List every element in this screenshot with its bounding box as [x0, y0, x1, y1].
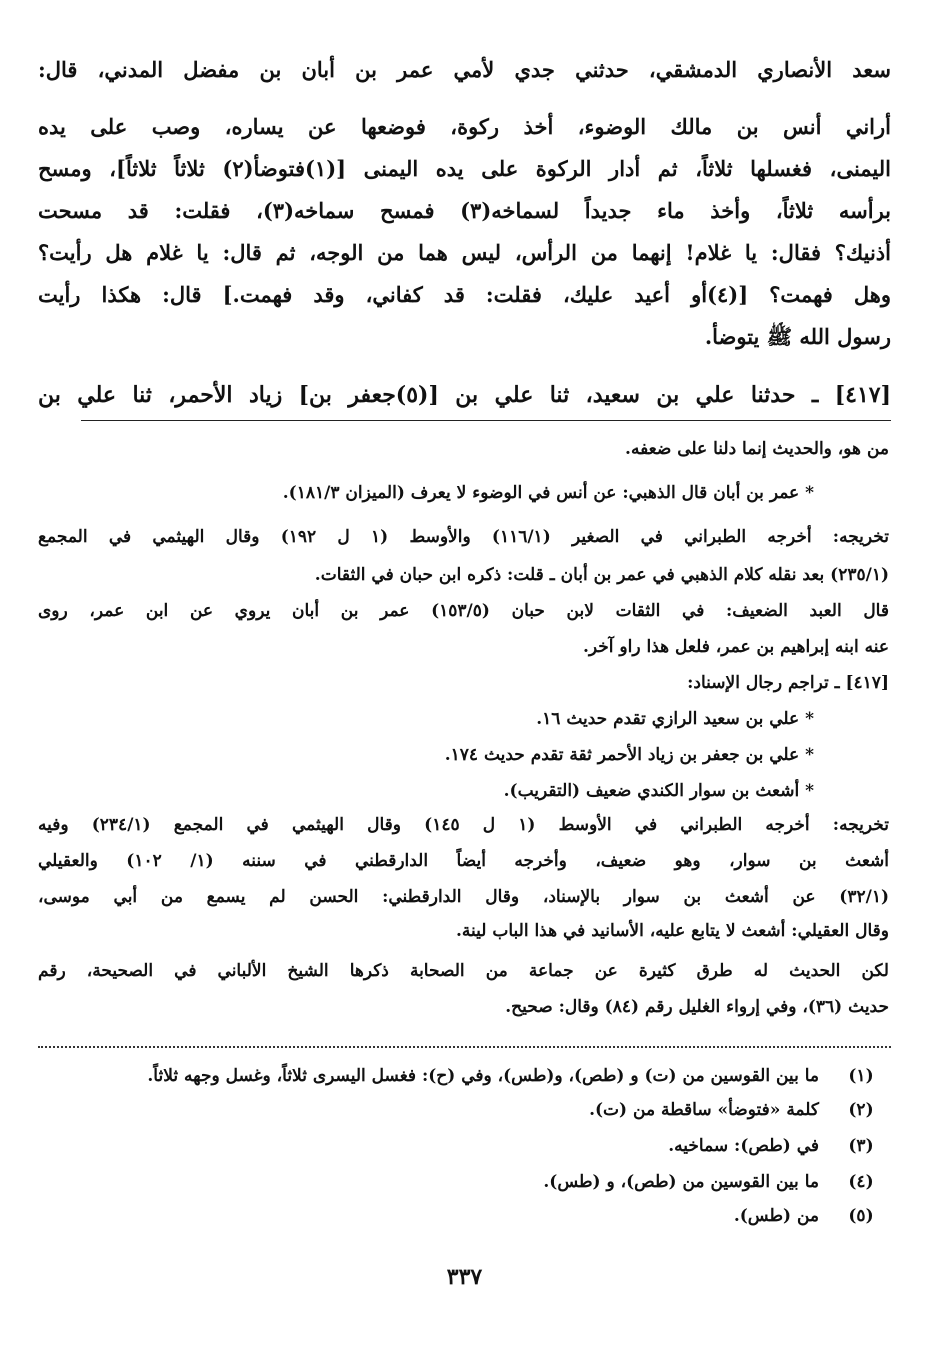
main-text-line-2: أراني أنس بن مالك الوضوء، أخذ ركوة، فوضعها عن يساره، وصب على يده [38, 114, 891, 139]
footnote-number-2: (٢) [848, 1100, 874, 1120]
note-416-abd-line-1: قال العبد الضعيف: في الثقات لابن حبان (١٥٣/٥) عمر بن أبان يروي عن ابن عمر، روى [38, 601, 889, 621]
main-text-line-4: برأسه ثلاثاً، وأخذ ماء جديداً لسماخه(٣) فمسح سماخه(٣)، فقلت: قد مسحت [38, 198, 891, 223]
footnote-number-4: (٤) [848, 1172, 874, 1192]
note-416-takhrij-line-2: (٢٣٥/١) بعد نقله كلام الذهبي في عمر بن أبان ـ قلت: ذكره ابن حبان في الثقات. [314, 565, 889, 585]
note-417-heading: [٤١٧] ـ تراجم رجال الإسناد: [687, 673, 889, 693]
section-divider [81, 420, 891, 421]
main-text-line-6: وهل فهمت؟ [(٤)أو أعيد عليك، فقلت: قد كفاني، وقد فهمت.] قال: هكذا رأيت [38, 282, 891, 307]
hadith-417-heading: [٤١٧] ـ حدثنا علي بن سعيد، ثنا علي بن [(٥)جعفر بن] زياد الأحمر، ثنا علي بن [38, 382, 891, 408]
note-416-abd-line-2: عنه ابنه إبراهيم بن عمر، فلعل هذا راو آخر. [582, 637, 889, 657]
note-416-line-1: من هو، والحديث إنما دلنا على ضعفه. [625, 439, 889, 459]
note-417-bullet-3: * أشعث بن سوار الكندي ضعيف (التقريب). [503, 781, 814, 801]
footnote-number-1: (١) [848, 1066, 874, 1086]
note-417-takhrij-line-3: (٣٢/١) عن أشعث بن سوار بالإسناد، وقال الدارقطني: الحسن لم يسمع من أبي موسى، [38, 887, 889, 907]
main-text-line-5: أذنيك؟ فقال: يا غلام! إنهما من الرأس، ليس هما من الوجه، ثم قال: يا غلام هل رأيت؟ [38, 240, 891, 265]
footnote-text-4: ما بين القوسين من (طص)، و (طس). [543, 1172, 819, 1192]
main-text-line-1: سعد الأنصاري الدمشقي، حدثني جدي لأمي عمر بن أبان بن مفضل المدني، قال: [38, 57, 891, 82]
footnote-text-2: كلمة «فتوضأ» ساقطة من (ت). [589, 1100, 819, 1120]
footnote-separator [38, 1046, 891, 1048]
footnote-number-3: (٣) [848, 1136, 874, 1156]
main-text-line-7: رسول الله ﷺ يتوضأ. [704, 324, 891, 349]
page-number: ٣٣٧ [446, 1264, 483, 1290]
footnote-text-5: من (طس). [733, 1206, 819, 1226]
note-416-bullet-umar: * عمر بن أبان قال الذهبي: عن أنس في الوضوء لا يعرف (الميزان ١٨١/٣). [282, 483, 814, 503]
note-417-takhrij-line-2: أشعث بن سوار، وهو ضعيف، وأخرجه أيضاً الدارقطني في سننه (١/ ١٠٢) والعقيلي [38, 851, 889, 871]
note-416-takhrij-line-1: تخريجه: أخرجه الطبراني في الصغير (١١٦/١) والأوسط (١ ل ١٩٢) وقال الهيثمي في المجمع [38, 527, 889, 547]
note-417-bullet-2: * علي بن جعفر بن زياد الأحمر ثقة تقدم حديث ١٧٤. [444, 745, 814, 765]
note-417-takhrij-line-4: وقال العقيلي: أشعث لا يتابع عليه، الأسانيد في هذا الباب لينة. [455, 921, 889, 941]
note-417-takhrij-line-1: تخريجه: أخرجه الطبراني في الأوسط (١ ل ١٤٥) وقال الهيثمي في المجمع (٢٣٤/١) وفيه [38, 815, 889, 835]
note-417-lakin-line-1: لكن الحديث له طرق كثيرة عن جماعة من الصحابة ذكرها الشيخ الألباني في الصحيحة، رقم [38, 961, 889, 981]
note-417-bullet-1: * علي بن سعيد الرازي تقدم حديث ١٦. [536, 709, 814, 729]
footnote-number-5: (٥) [848, 1206, 874, 1226]
main-text-line-3: اليمنى، فغسلها ثلاثاً، ثم أدار الركوة على يده اليمنى [(١)فتوضأ(٢) ثلاثاً ثلاثاً]، ومسح [38, 156, 891, 181]
footnote-text-1: ما بين القوسين من (ت) و (طص)، و(طس)، وفي (ح): فغسل اليسرى ثلاثاً، وغسل وجهه ثلاثاً. [147, 1066, 819, 1086]
note-417-lakin-line-2: حديث (٣٦)، وفي إرواء الغليل رقم (٨٤) وقال: صحيح. [505, 997, 889, 1017]
footnote-text-3: في (طص): سماخيه. [668, 1136, 819, 1156]
